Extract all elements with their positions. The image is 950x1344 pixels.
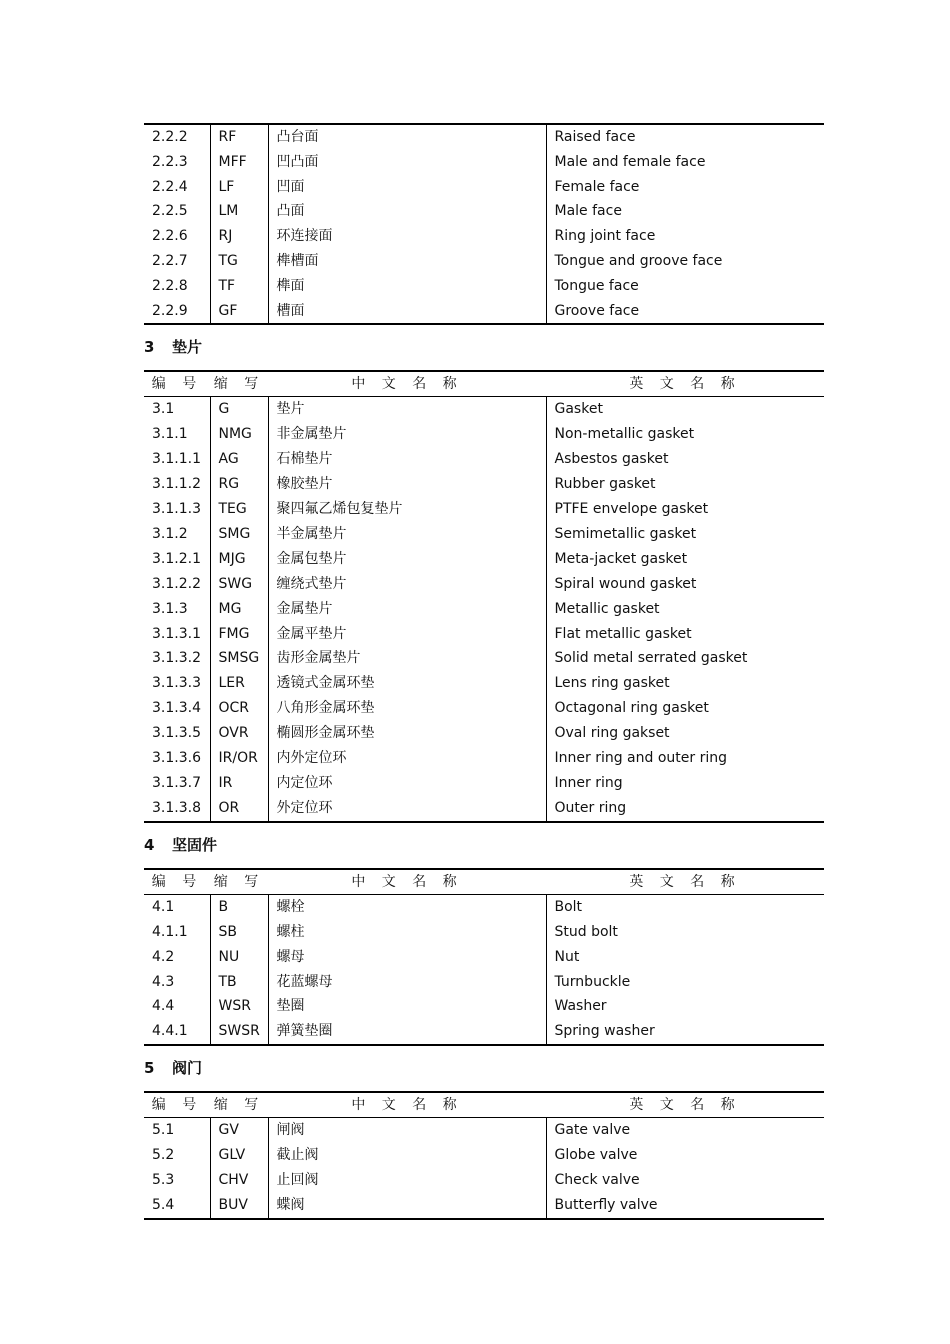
cell-number: 5.1 — [144, 1118, 210, 1143]
cell-abbreviation: RG — [210, 472, 268, 497]
table-row — [144, 274, 824, 299]
cell-english-name: Inner ring and outer ring — [554, 750, 727, 767]
cell-number: 4.4.1 — [144, 1019, 210, 1045]
table-header-row — [144, 371, 824, 397]
cell-chinese-name: 凹凸面 — [268, 150, 546, 175]
cell-abbreviation: MG — [210, 597, 268, 622]
cell-number: 2.2.2 — [144, 124, 210, 150]
table-row — [144, 299, 824, 325]
cell-number: 3.1.3.3 — [144, 671, 210, 696]
cell-english-name: Octagonal ring gasket — [554, 700, 709, 717]
cell-chinese-name: 螺柱 — [268, 920, 546, 945]
table-row — [144, 572, 824, 597]
cell-number: 4.2 — [144, 945, 210, 970]
section-heading — [144, 325, 824, 370]
cell-english-name: Metallic gasket — [554, 600, 660, 617]
header-abbreviation: 缩 写 — [210, 869, 268, 895]
cell-abbreviation: WSR — [210, 994, 268, 1019]
cell-chinese-name: 垫片 — [268, 397, 546, 422]
cell-abbreviation: NMG — [210, 422, 268, 447]
cell-abbreviation: LM — [210, 199, 268, 224]
section-title: 阀门 — [172, 1059, 203, 1078]
cell-number: 2.2.5 — [144, 199, 210, 224]
header-abbreviation: 缩 写 — [210, 1092, 268, 1118]
cell-chinese-name: 缠绕式垫片 — [268, 572, 546, 597]
cell-chinese-name: 凸面 — [268, 199, 546, 224]
cell-number: 2.2.4 — [144, 175, 210, 200]
cell-chinese-name: 花蓝螺母 — [268, 970, 546, 995]
cell-english-name: Spring washer — [554, 1023, 655, 1040]
cell-chinese-name: 非金属垫片 — [268, 422, 546, 447]
cell-number: 2.2.7 — [144, 249, 210, 274]
header-english-name: 英 文 名 称 — [546, 371, 824, 397]
cell-chinese-name: 蝶阀 — [268, 1193, 546, 1219]
section-table — [144, 1091, 824, 1220]
cell-number: 2.2.8 — [144, 274, 210, 299]
cell-english-name: Ring joint face — [554, 228, 656, 245]
cell-abbreviation: SMSG — [210, 646, 268, 671]
table-header-row — [144, 869, 824, 895]
cell-english-name: Gate valve — [554, 1122, 631, 1139]
cell-abbreviation: TEG — [210, 497, 268, 522]
cell-number: 4.4 — [144, 994, 210, 1019]
cell-english-name: Male and female face — [554, 153, 706, 170]
cell-english-name: Tongue face — [554, 277, 639, 294]
table-row — [144, 970, 824, 995]
table-row — [144, 422, 824, 447]
cell-abbreviation: LER — [210, 671, 268, 696]
cell-abbreviation: OVR — [210, 721, 268, 746]
cell-english-name: PTFE envelope gasket — [554, 501, 709, 517]
cell-number: 3.1.1.2 — [144, 472, 210, 497]
table-row — [144, 522, 824, 547]
cell-abbreviation: TF — [210, 274, 268, 299]
table-row — [144, 1193, 824, 1219]
section-table — [144, 370, 824, 822]
document-page — [144, 123, 824, 1220]
header-chinese-name: 中 文 名 称 — [268, 1092, 546, 1118]
cell-english-name: Groove face — [554, 302, 640, 319]
cell-chinese-name: 闸阀 — [268, 1118, 546, 1143]
cell-abbreviation: AG — [210, 447, 268, 472]
table-row — [144, 1143, 824, 1168]
cell-chinese-name: 弹簧垫圈 — [268, 1019, 546, 1045]
table-row — [144, 622, 824, 647]
header-number: 编 号 — [144, 371, 210, 397]
cell-english-name: Rubber gasket — [554, 476, 656, 493]
cell-abbreviation: LF — [210, 175, 268, 200]
cell-chinese-name: 榫槽面 — [268, 249, 546, 274]
cell-abbreviation: OCR — [210, 696, 268, 721]
section-title: 坚固件 — [172, 835, 218, 854]
table-row — [144, 224, 824, 249]
cell-abbreviation: GLV — [210, 1143, 268, 1168]
cell-english-name: Female face — [554, 178, 640, 195]
cell-abbreviation: SMG — [210, 522, 268, 547]
section-number: 4 — [144, 835, 155, 854]
table-row — [144, 920, 824, 945]
cell-number: 3.1.3 — [144, 597, 210, 622]
cell-english-name: Flat metallic gasket — [554, 625, 692, 642]
table-row — [144, 746, 824, 771]
cell-number: 3.1.3.4 — [144, 696, 210, 721]
cell-chinese-name: 内外定位环 — [268, 746, 546, 771]
cell-chinese-name: 垫圈 — [268, 994, 546, 1019]
cell-abbreviation: RJ — [210, 224, 268, 249]
cell-english-name: Solid metal serrated gasket — [554, 650, 748, 667]
cell-abbreviation: IR/OR — [210, 746, 268, 771]
cell-english-name: Turnbuckle — [554, 973, 631, 990]
cell-english-name: Spiral wound gasket — [554, 575, 697, 592]
cell-abbreviation: NU — [210, 945, 268, 970]
cell-chinese-name: 半金属垫片 — [268, 522, 546, 547]
table-row — [144, 771, 824, 796]
cell-english-name: Non-metallic gasket — [554, 426, 695, 443]
cell-english-name: Gasket — [554, 401, 603, 418]
table-row — [144, 497, 824, 522]
cell-abbreviation: G — [210, 397, 268, 422]
table-row — [144, 894, 824, 919]
cell-chinese-name: 透镜式金属环垫 — [268, 671, 546, 696]
cell-english-name: Meta-jacket gasket — [554, 550, 688, 567]
cell-english-name: Bolt — [554, 898, 583, 915]
cell-number: 3.1.3.7 — [144, 771, 210, 796]
table-row — [144, 696, 824, 721]
cell-chinese-name: 橡胶垫片 — [268, 472, 546, 497]
cell-abbreviation: FMG — [210, 622, 268, 647]
cell-chinese-name: 椭圆形金属环垫 — [268, 721, 546, 746]
cell-number: 3.1.3.1 — [144, 622, 210, 647]
cell-number: 3.1.1 — [144, 422, 210, 447]
cell-english-name: Nut — [554, 948, 580, 965]
table-row — [144, 175, 824, 200]
cell-number: 5.2 — [144, 1143, 210, 1168]
cell-abbreviation: GV — [210, 1118, 268, 1143]
cell-chinese-name: 凹面 — [268, 175, 546, 200]
table-row — [144, 397, 824, 422]
cell-abbreviation: SB — [210, 920, 268, 945]
cell-chinese-name: 聚四氟乙烯包复垫片 — [268, 497, 546, 522]
cell-number: 4.3 — [144, 970, 210, 995]
cell-number: 3.1.2.1 — [144, 547, 210, 572]
cell-number: 3.1.3.5 — [144, 721, 210, 746]
table-row — [144, 447, 824, 472]
cell-english-name: Asbestos gasket — [554, 451, 669, 468]
section-title: 垫片 — [172, 338, 203, 357]
cell-english-name: Check valve — [554, 1172, 640, 1189]
cell-chinese-name: 榫面 — [268, 274, 546, 299]
section-heading — [144, 823, 824, 868]
cell-chinese-name: 金属垫片 — [268, 597, 546, 622]
cell-english-name: Outer ring — [554, 799, 627, 816]
cell-abbreviation: RF — [210, 124, 268, 150]
cell-chinese-name: 石棉垫片 — [268, 447, 546, 472]
cell-abbreviation: MFF — [210, 150, 268, 175]
cell-chinese-name: 八角形金属环垫 — [268, 696, 546, 721]
table-row — [144, 472, 824, 497]
cell-english-name: Raised face — [554, 129, 636, 145]
table-row — [144, 124, 824, 150]
cell-number: 2.2.9 — [144, 299, 210, 325]
cell-english-name: Washer — [554, 998, 607, 1015]
cell-english-name: Male face — [554, 203, 622, 220]
cell-english-name: Lens ring gasket — [554, 675, 670, 692]
header-english-name: 英 文 名 称 — [546, 869, 824, 895]
table-row — [144, 721, 824, 746]
header-english-name: 英 文 名 称 — [546, 1092, 824, 1118]
cell-english-name: Semimetallic gasket — [554, 525, 697, 542]
cell-chinese-name: 外定位环 — [268, 796, 546, 822]
table-row — [144, 671, 824, 696]
cell-number: 3.1.1.3 — [144, 497, 210, 522]
cell-number: 5.3 — [144, 1168, 210, 1193]
cell-chinese-name: 槽面 — [268, 299, 546, 325]
header-abbreviation: 缩 写 — [210, 371, 268, 397]
table-row — [144, 945, 824, 970]
cell-abbreviation: CHV — [210, 1168, 268, 1193]
cell-chinese-name: 金属包垫片 — [268, 547, 546, 572]
cell-number: 3.1.3.2 — [144, 646, 210, 671]
table-row — [144, 994, 824, 1019]
cell-chinese-name: 金属平垫片 — [268, 622, 546, 647]
cell-chinese-name: 齿形金属垫片 — [268, 646, 546, 671]
table-row — [144, 646, 824, 671]
header-chinese-name: 中 文 名 称 — [268, 869, 546, 895]
cell-abbreviation: SWSR — [210, 1019, 268, 1045]
cell-number: 3.1.3.8 — [144, 796, 210, 822]
table-row — [144, 150, 824, 175]
table-header-row — [144, 1092, 824, 1118]
section-table — [144, 868, 824, 1046]
cell-english-name: Stud bolt — [554, 923, 618, 940]
cell-abbreviation: GF — [210, 299, 268, 325]
table-row — [144, 1168, 824, 1193]
cell-chinese-name: 凸台面 — [268, 124, 546, 150]
table-row — [144, 249, 824, 274]
cell-chinese-name: 截止阀 — [268, 1143, 546, 1168]
cell-chinese-name: 止回阀 — [268, 1168, 546, 1193]
table-row — [144, 1019, 824, 1045]
table-row — [144, 1118, 824, 1143]
cell-abbreviation: BUV — [210, 1193, 268, 1219]
cell-number: 4.1.1 — [144, 920, 210, 945]
cell-number: 2.2.3 — [144, 150, 210, 175]
cell-chinese-name: 环连接面 — [268, 224, 546, 249]
cell-english-name: Inner ring — [554, 774, 623, 791]
table-row — [144, 199, 824, 224]
header-number: 编 号 — [144, 1092, 210, 1118]
cell-number: 3.1.2 — [144, 522, 210, 547]
cell-english-name: Butterfly valve — [554, 1196, 658, 1213]
section-number: 5 — [144, 1059, 155, 1078]
table-row — [144, 796, 824, 822]
cell-chinese-name: 螺母 — [268, 945, 546, 970]
table-row — [144, 597, 824, 622]
header-chinese-name: 中 文 名 称 — [268, 371, 546, 397]
cell-abbreviation: IR — [210, 771, 268, 796]
cell-number: 4.1 — [144, 894, 210, 919]
table-flange-faces — [144, 123, 824, 325]
cell-number: 3.1.1.1 — [144, 447, 210, 472]
cell-number: 3.1.3.6 — [144, 746, 210, 771]
cell-number: 2.2.6 — [144, 224, 210, 249]
cell-english-name: Globe valve — [554, 1147, 638, 1164]
cell-number: 3.1.2.2 — [144, 572, 210, 597]
cell-number: 5.4 — [144, 1193, 210, 1219]
cell-english-name: Tongue and groove face — [554, 252, 723, 269]
table-row — [144, 547, 824, 572]
cell-english-name: Oval ring gakset — [554, 725, 670, 742]
header-number: 编 号 — [144, 869, 210, 895]
cell-abbreviation: OR — [210, 796, 268, 822]
section-heading — [144, 1046, 824, 1091]
cell-abbreviation: B — [210, 894, 268, 919]
cell-abbreviation: SWG — [210, 572, 268, 597]
cell-chinese-name: 内定位环 — [268, 771, 546, 796]
cell-abbreviation: MJG — [210, 547, 268, 572]
cell-abbreviation: TG — [210, 249, 268, 274]
cell-chinese-name: 螺栓 — [268, 894, 546, 919]
cell-abbreviation: TB — [210, 970, 268, 995]
section-number: 3 — [144, 338, 155, 357]
cell-number: 3.1 — [144, 397, 210, 422]
